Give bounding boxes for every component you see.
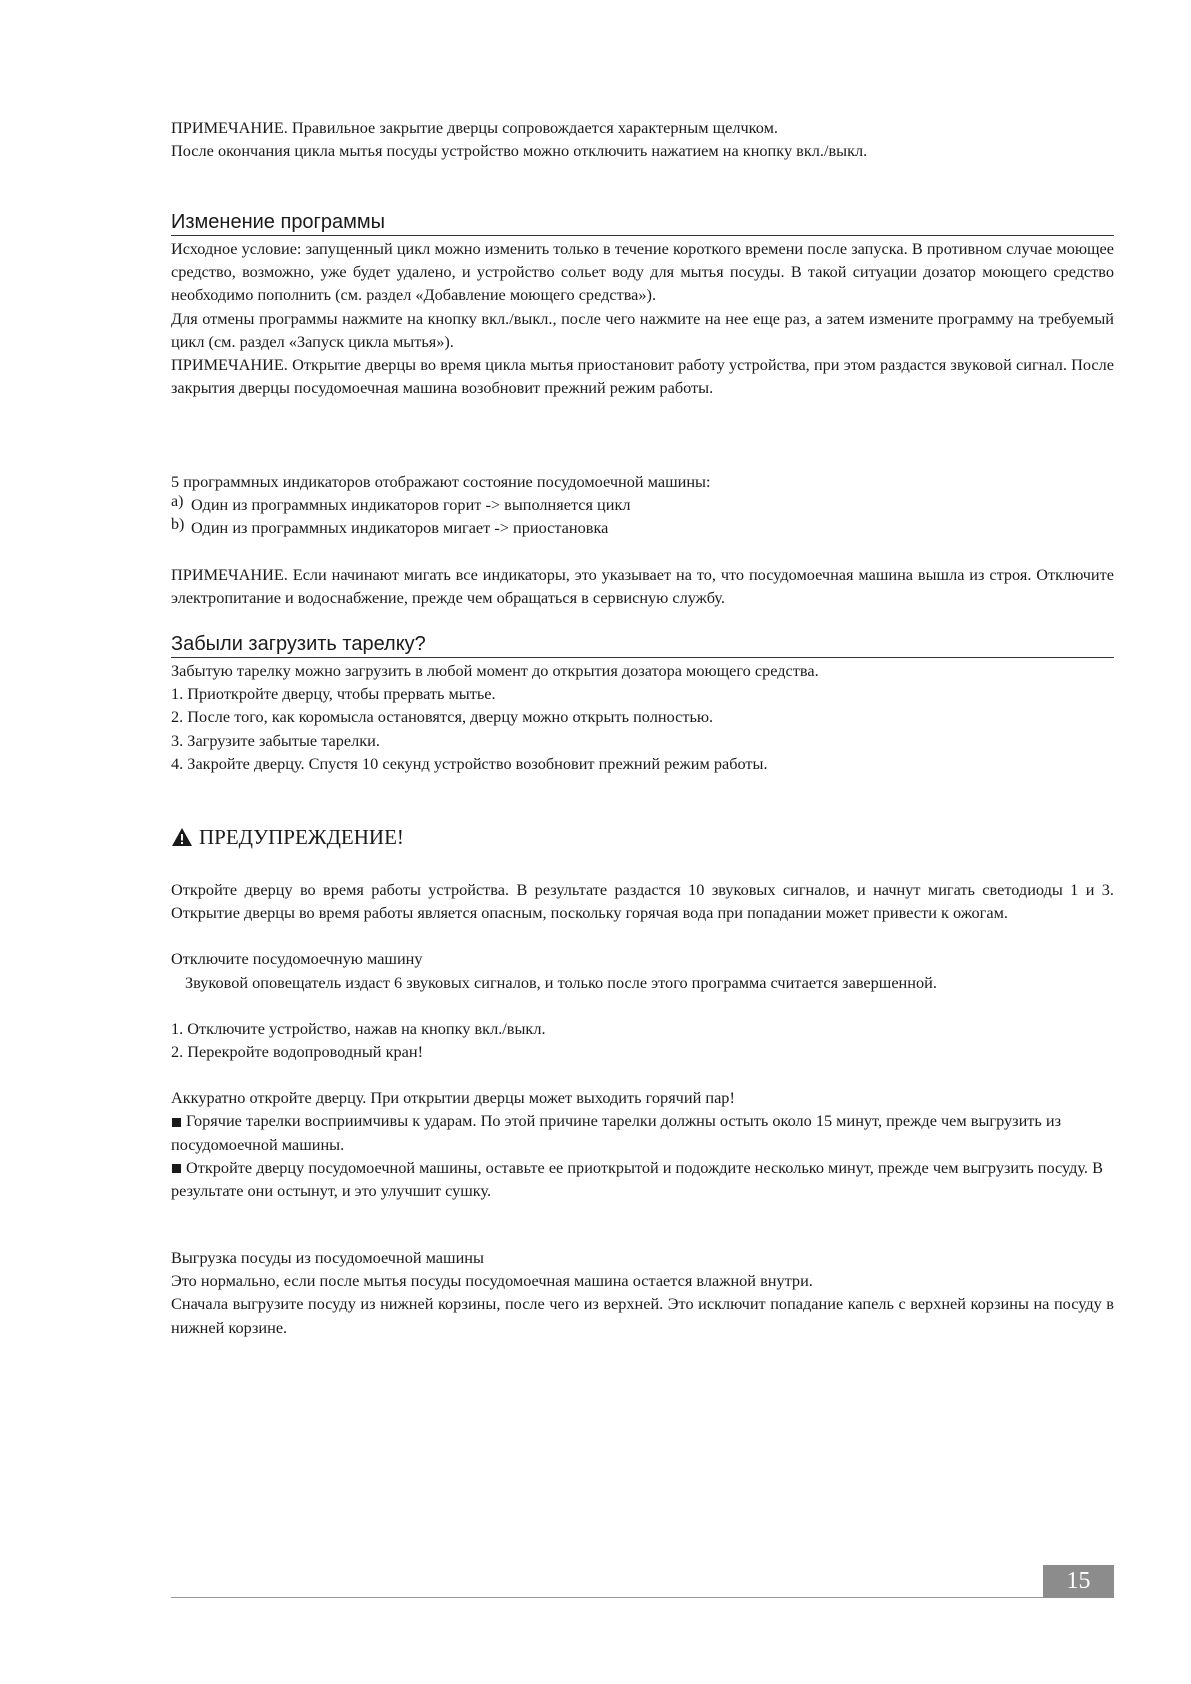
forgot-plate-step: 2. После того, как коромысла остановятся, дверцу можно открыть полностью. [171,707,714,727]
unloading-line1: Это нормально, если после мытья посуды посудомоечная машина остается влажной внутри. [171,1271,813,1291]
square-bullet-icon [172,1118,181,1127]
forgot-plate-section [171,632,1114,775]
bullet-text: Откройте дверцу посудомоечной машины, оставьте ее приоткрытой и подождите несколько минут, прежде чем выгрузить посуду. В результате они остынут, и это улучшит сушку. [171,1157,1103,1201]
warning-section [171,824,1114,1202]
top-note-line2: После окончания цикла мытья посуды устройство можно отключить нажатием на кнопку вкл./выкл. [171,141,868,161]
change-program-para1: Исходное условие: запущенный цикл можно изменить только в течение короткого времени после запуска. В противном случае моющее средство, возможно, уже будет удалено, и устройство сольет воду для мытья посуды. В такой ситуации дозатор моющего средство необходимо пополнить (см. раздел «Добавление моющего средства»). [171,239,1114,305]
change-program-note: ПРИМЕЧАНИЕ. Открытие дверцы во время цикла мытья приостановит работу устройства, при этом раздастся звуковой сигнал. После закрытия дверцы посудомоечная машина возобновит прежний режим работы. [171,355,1114,398]
unloading-line2: Сначала выгрузите посуду из нижней корзины, после чего из верхней. Это исключит попадание капель с верхней корзины на посуду в нижней корзине. [171,1294,1114,1337]
bullet-item [171,1109,1114,1155]
indicators-note: ПРИМЕЧАНИЕ. Если начинают мигать все индикаторы, это указывает на то, что посудомоечная машина вышла из строя. Отключите электропитание и водоснабжение, прежде чем обращаться в сервисную службу. [171,564,1114,607]
page-number: 15 [1043,1565,1114,1598]
list-text: Один из программных индикаторов мигает -> приостановка [191,518,609,538]
list-item [171,516,1114,539]
change-program-section [171,210,1114,399]
switch-off-title: Отключите посудомоечную машину [171,949,423,969]
unloading-section [171,1246,1114,1339]
list-marker: b) [171,516,185,534]
warning-para1: Откройте дверцу во время работы устройства. В результате раздастся 10 звуковых сигналов, и начнут мигать светодиоды 1 и 3. Открытие дверцы во время работы является опасным, поскольку горячая вода при попадании может привести к ожогам. [171,880,1114,923]
bullet-item [171,1156,1114,1202]
forgot-plate-step: 1. Приоткройте дверцу, чтобы прервать мытье. [171,684,496,704]
top-note [171,116,1114,162]
forgot-plate-heading: Забыли загрузить тарелку? [171,632,1114,658]
switch-off-text: Звуковой оповещатель издаст 6 звуковых сигналов, и только после этого программа считается завершенной. [185,972,937,992]
indicators-section [171,470,1114,609]
bullet-text: Горячие тарелки восприимчивы к ударам. По этой причине тарелки должны остыть около 15 минут, прежде чем выгрузить из посудомоечной машины. [171,1111,1062,1154]
warning-step: 1. Отключите устройство, нажав на кнопку вкл./выкл. [171,1018,546,1038]
square-bullet-icon [172,1164,181,1173]
unloading-title: Выгрузка посуды из посудомоечной машины [171,1248,484,1267]
warning-title-text: ПРЕДУПРЕЖДЕНИЕ! [199,825,404,849]
change-program-para2: Для отмены программы нажмите на кнопку вкл./выкл., после чего нажмите на нее еще раз, а затем измените программу на требуемый цикл (см. раздел «Запуск цикла мытья»). [171,308,1114,351]
warning-step: 2. Перекройте водопроводный кран! [171,1042,423,1062]
footer-divider [171,1597,1056,1598]
indicators-intro: 5 программных индикаторов отображают состояние посудомоечной машины: [171,472,711,491]
forgot-plate-intro: Забытую тарелку можно загрузить в любой момент до открытия дозатора моющего средства. [171,661,819,680]
careful-text: Аккуратно откройте дверцу. При открытии дверцы может выходить горячий пар! [171,1088,735,1108]
warning-title [171,824,1114,850]
warning-icon [171,827,193,847]
list-text: Один из программных индикаторов горит -> выполняется цикл [191,495,631,515]
top-note-line1: ПРИМЕЧАНИЕ. Правильное закрытие дверцы сопровождается характерным щелчком. [171,118,778,137]
list-item [171,493,1114,516]
forgot-plate-step: 3. Загрузите забытые тарелки. [171,730,380,750]
forgot-plate-step: 4. Закройте дверцу. Спустя 10 секунд устройство возобновит прежний режим работы. [171,753,768,773]
change-program-heading: Изменение программы [171,210,1114,236]
list-marker: a) [171,493,184,511]
